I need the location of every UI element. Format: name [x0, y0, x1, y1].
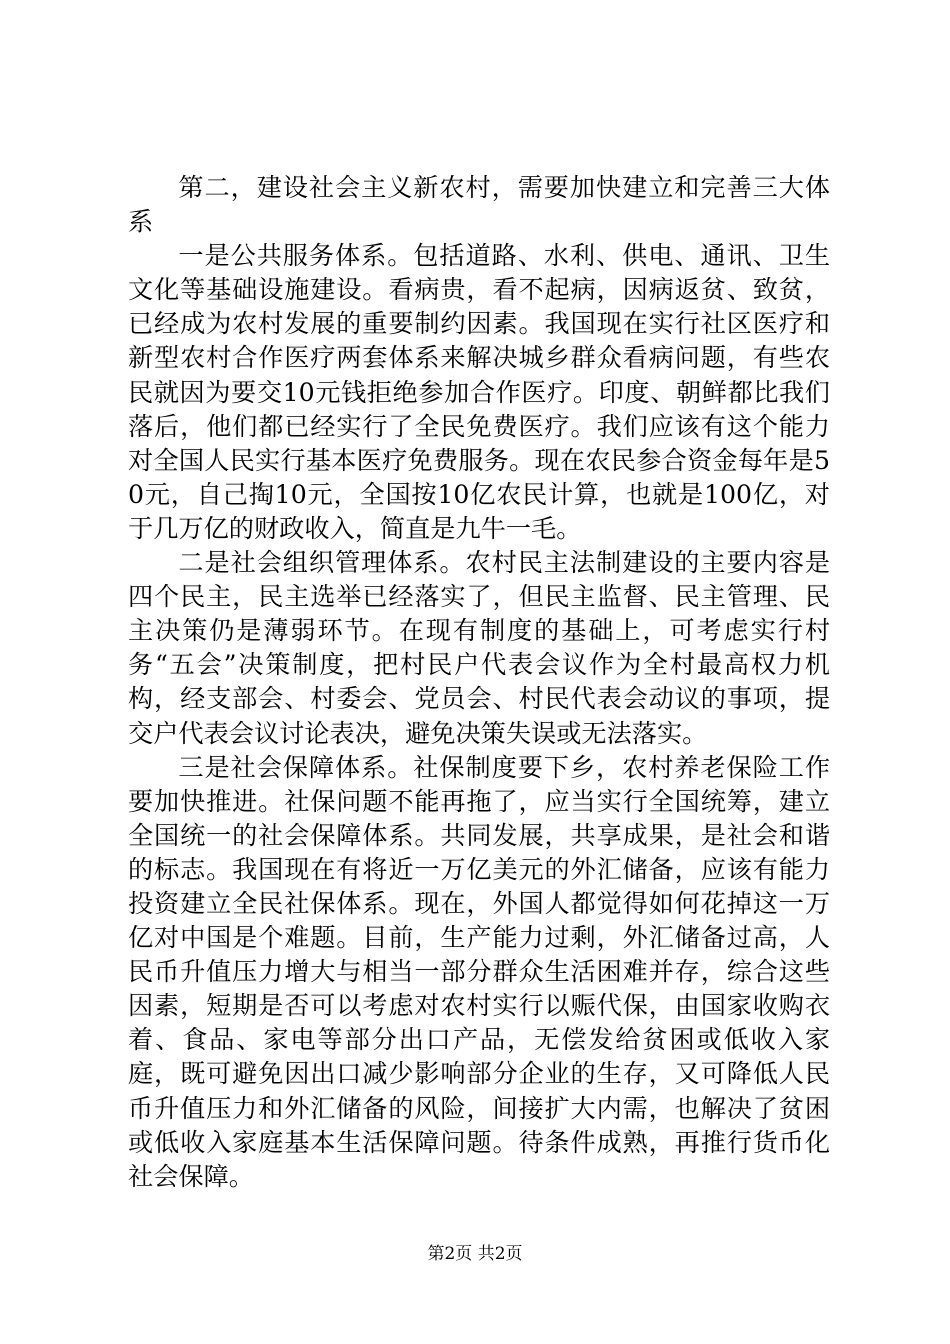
document-body: [128, 171, 830, 1194]
section-heading-paragraph: 第二，建设社会主义新农村，需要加快建立和完善三大体系: [128, 173, 830, 237]
paragraph-public-services: 一是公共服务体系。包括道路、水利、供电、通讯、卫生文化等基础设施建设。看病贵，看不起病，因病返贫、致贫，已经成为农村发展的重要制约因素。我国现在实行社区医疗和新型农村合作医疗两套体系来解决城乡群众看病问题，有些农民就因为要交10元钱拒绝参加合作医疗。印度、朝鲜都比我们落后，他们都已经实行了全民免费医疗。我们应该有这个能力对全国人民实行基本医疗免费服务。现在农民参合资金每年是50元，自己掏10元，全国按10亿农民计算，也就是100亿，对于几万亿的财政收入，简直是九牛一毛。: [128, 241, 830, 543]
paragraph-social-security: 三是社会保障体系。社保制度要下乡，农村养老保险工作要加快推进。社保问题不能再拖了，应当实行全国统筹，建立全国统一的社会保障体系。共同发展，共享成果，是社会和谐的标志。我国现在有将近一万亿美元的外汇储备，应该有能力投资建立全民社保体系。现在，外国人都觉得如何花掉这一万亿对中国是个难题。目前，生产能力过剩，外汇储备过高，人民币升值压力增大与相当一部分群众生活困难并存，综合这些因素，短期是否可以考虑对农村实行以赈代保，由国家收购衣着、食品、家电等部分出口产品，无偿发给贫困或低收入家庭，既可避免因出口减少影响部分企业的生存，又可降低人民币升值压力和外汇储备的风险，间接扩大内需，也解决了贫困或低收入家庭基本生活保障问题。待条件成熟，再推行货币化社会保障。: [128, 752, 830, 1191]
paragraph-social-organization: 二是社会组织管理体系。农村民主法制建设的主要内容是四个民主，民主选举已经落实了，但民主监督、民主管理、民主决策仍是薄弱环节。在现有制度的基础上，可考虑实行村务“五会”决策制度，把村民户代表会议作为全村最高权力机构，经支部会、村委会、党员会、村民代表会动议的事项，提交户代表会议讨论表决，避免决策失误或无法落实。: [128, 548, 830, 748]
page-number: 第2页 共2页: [427, 1244, 523, 1264]
page-footer: [0, 1243, 950, 1265]
